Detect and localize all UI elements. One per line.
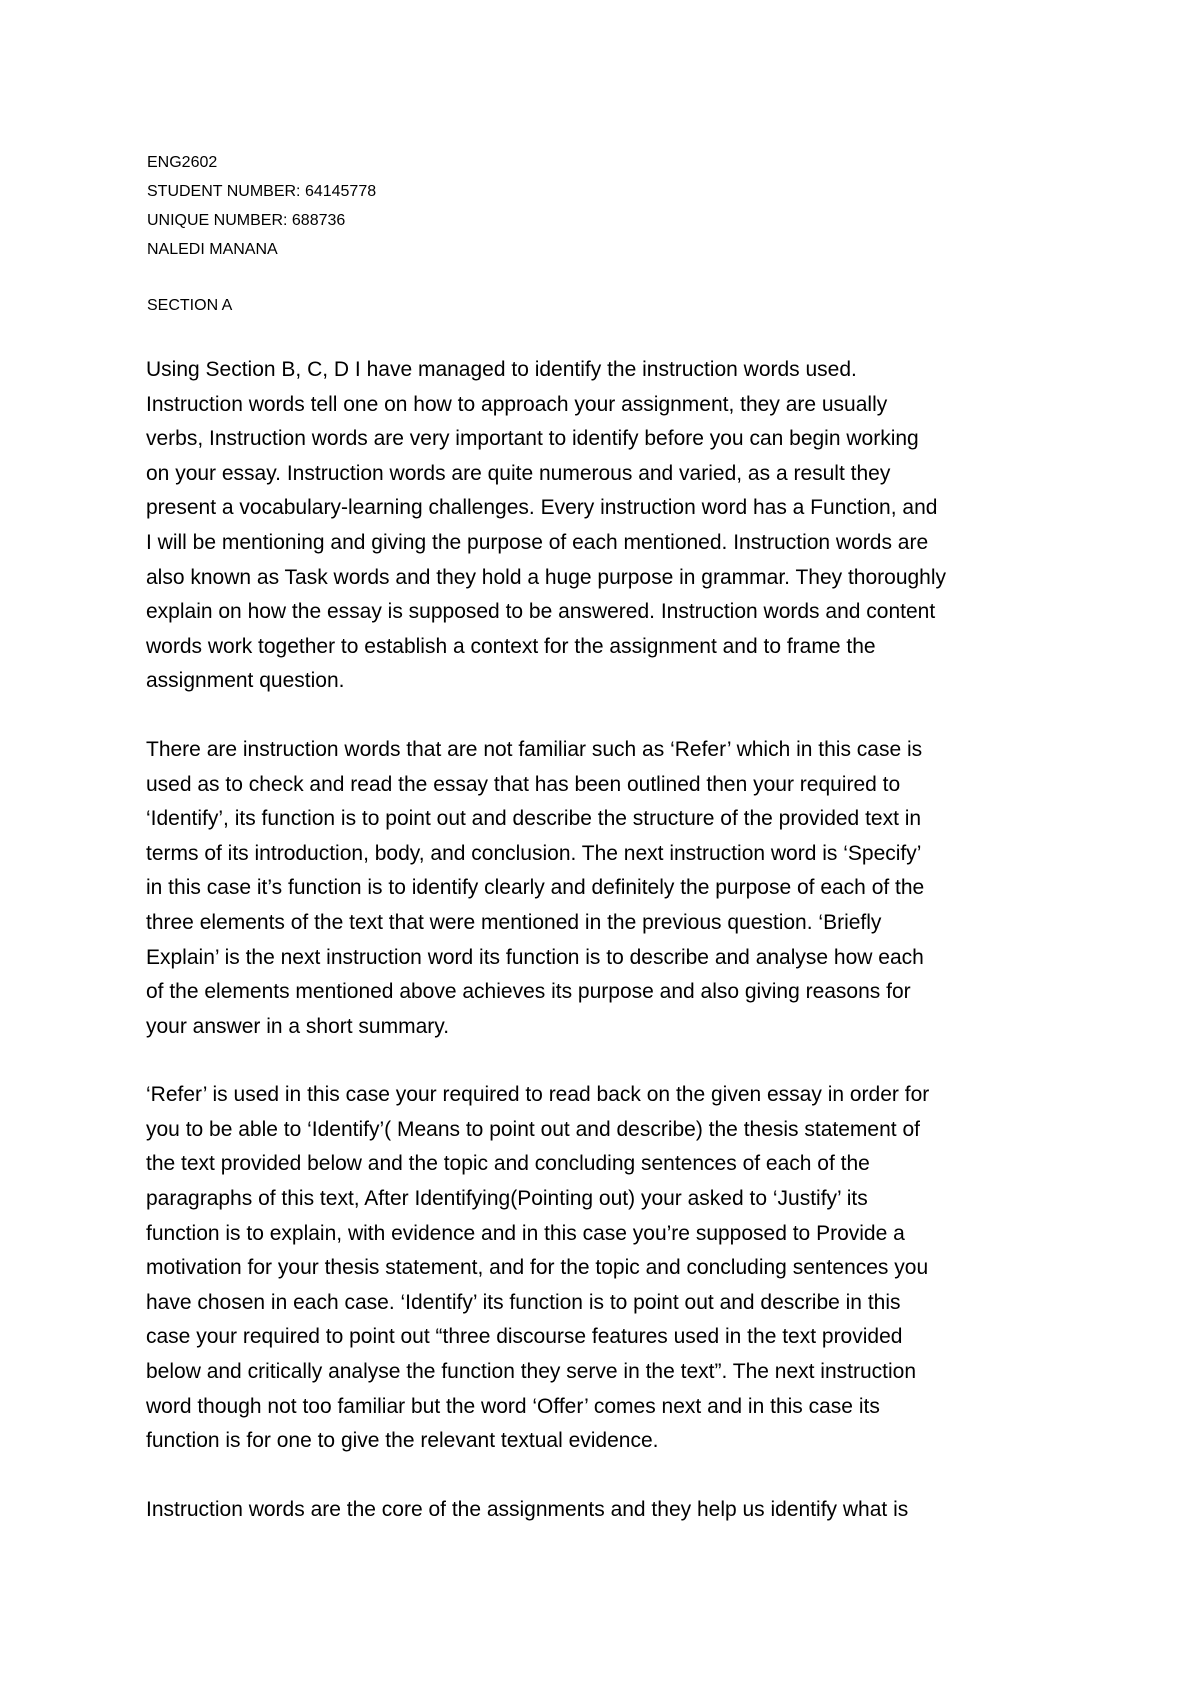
paragraph <box>146 353 1056 699</box>
paragraph-line: case your required to point out “three discourse features used in the text provided <box>146 1325 903 1349</box>
paragraph-line: also known as Task words and they hold a huge purpose in grammar. They thoroughly <box>146 565 947 589</box>
paragraph-line: explain on how the essay is supposed to be answered. Instruction words and content <box>146 600 936 624</box>
paragraph-line: Explain’ is the next instruction word its function is to describe and analyse how each <box>146 945 924 969</box>
student-name: NALEDI MANANA <box>147 241 278 258</box>
paragraph-line: function is to explain, with evidence and in this case you’re supposed to Provide a <box>146 1221 905 1245</box>
paragraph-line: function is for one to give the relevant textual evidence. <box>146 1429 659 1453</box>
paragraph-line: of the elements mentioned above achieves its purpose and also giving reasons for <box>146 980 911 1004</box>
paragraph-line: Using Section B, C, D I have managed to identify the instruction words used. <box>146 358 857 381</box>
paragraph-line: used as to check and read the essay that has been outlined then your required to <box>146 772 901 796</box>
student-number: STUDENT NUMBER: 64145778 <box>147 183 377 200</box>
paragraph-line: ‘Identify’, its function is to point out and describe the structure of the provided text in <box>146 807 922 831</box>
paragraph-line: words work together to establish a context for the assignment and to frame the <box>146 634 876 658</box>
paragraph-line: in this case it’s function is to identify clearly and definitely the purpose of each of the <box>146 876 925 900</box>
paragraph <box>146 1493 1056 1528</box>
paragraph-line: Instruction words are the core of the assignments and they help us identify what is <box>146 1497 909 1521</box>
paragraph-line: Instruction words tell one on how to approach your assignment, they are usually <box>146 392 888 416</box>
paragraph-line: I will be mentioning and giving the purpose of each mentioned. Instruction words are <box>146 530 929 554</box>
paragraph-line: you to be able to ‘Identify’( Means to point out and describe) the thesis statement of <box>146 1117 920 1141</box>
paragraph-line: assignment question. <box>146 669 345 693</box>
paragraph-line: paragraphs of this text, After Identifying(Pointing out) your asked to ‘Justify’ its <box>146 1187 868 1211</box>
paragraph-line: There are instruction words that are not familiar such as ‘Refer’ which in this case is <box>146 737 923 761</box>
unique-number: UNIQUE NUMBER: 688736 <box>147 212 346 229</box>
paragraph <box>146 1078 1056 1459</box>
paragraph-line: present a vocabulary-learning challenges. Every instruction word has a Function, and <box>146 496 938 520</box>
paragraph-line: the text provided below and the topic and concluding sentences of each of the <box>146 1152 870 1176</box>
document-body <box>146 353 1056 1561</box>
paragraph-line: three elements of the text that were mentioned in the previous question. ‘Briefly <box>146 910 882 934</box>
paragraph-line: have chosen in each case. ‘Identify’ its function is to point out and describe in this <box>146 1290 901 1314</box>
paragraph <box>146 733 1056 1044</box>
paragraph-line: word though not too familiar but the word ‘Offer’ comes next and in this case its <box>146 1394 880 1418</box>
paragraph-line: terms of its introduction, body, and conclusion. The next instruction word is ‘Specify’ <box>146 841 922 865</box>
course-code: ENG2602 <box>147 154 218 171</box>
paragraph-line: ‘Refer’ is used in this case your required to read back on the given essay in order for <box>146 1083 930 1107</box>
paragraph-line: below and critically analyse the function they serve in the text”. The next instruction <box>146 1360 917 1384</box>
paragraph-line: your answer in a short summary. <box>146 1014 450 1038</box>
paragraph-line: motivation for your thesis statement, and for the topic and concluding sentences you <box>146 1256 929 1280</box>
section-heading: SECTION A <box>147 297 233 314</box>
paragraph-line: verbs, Instruction words are very important to identify before you can begin working <box>146 427 919 451</box>
document-header <box>147 148 1047 264</box>
paragraph-line: on your essay. Instruction words are quite numerous and varied, as a result they <box>146 461 891 485</box>
